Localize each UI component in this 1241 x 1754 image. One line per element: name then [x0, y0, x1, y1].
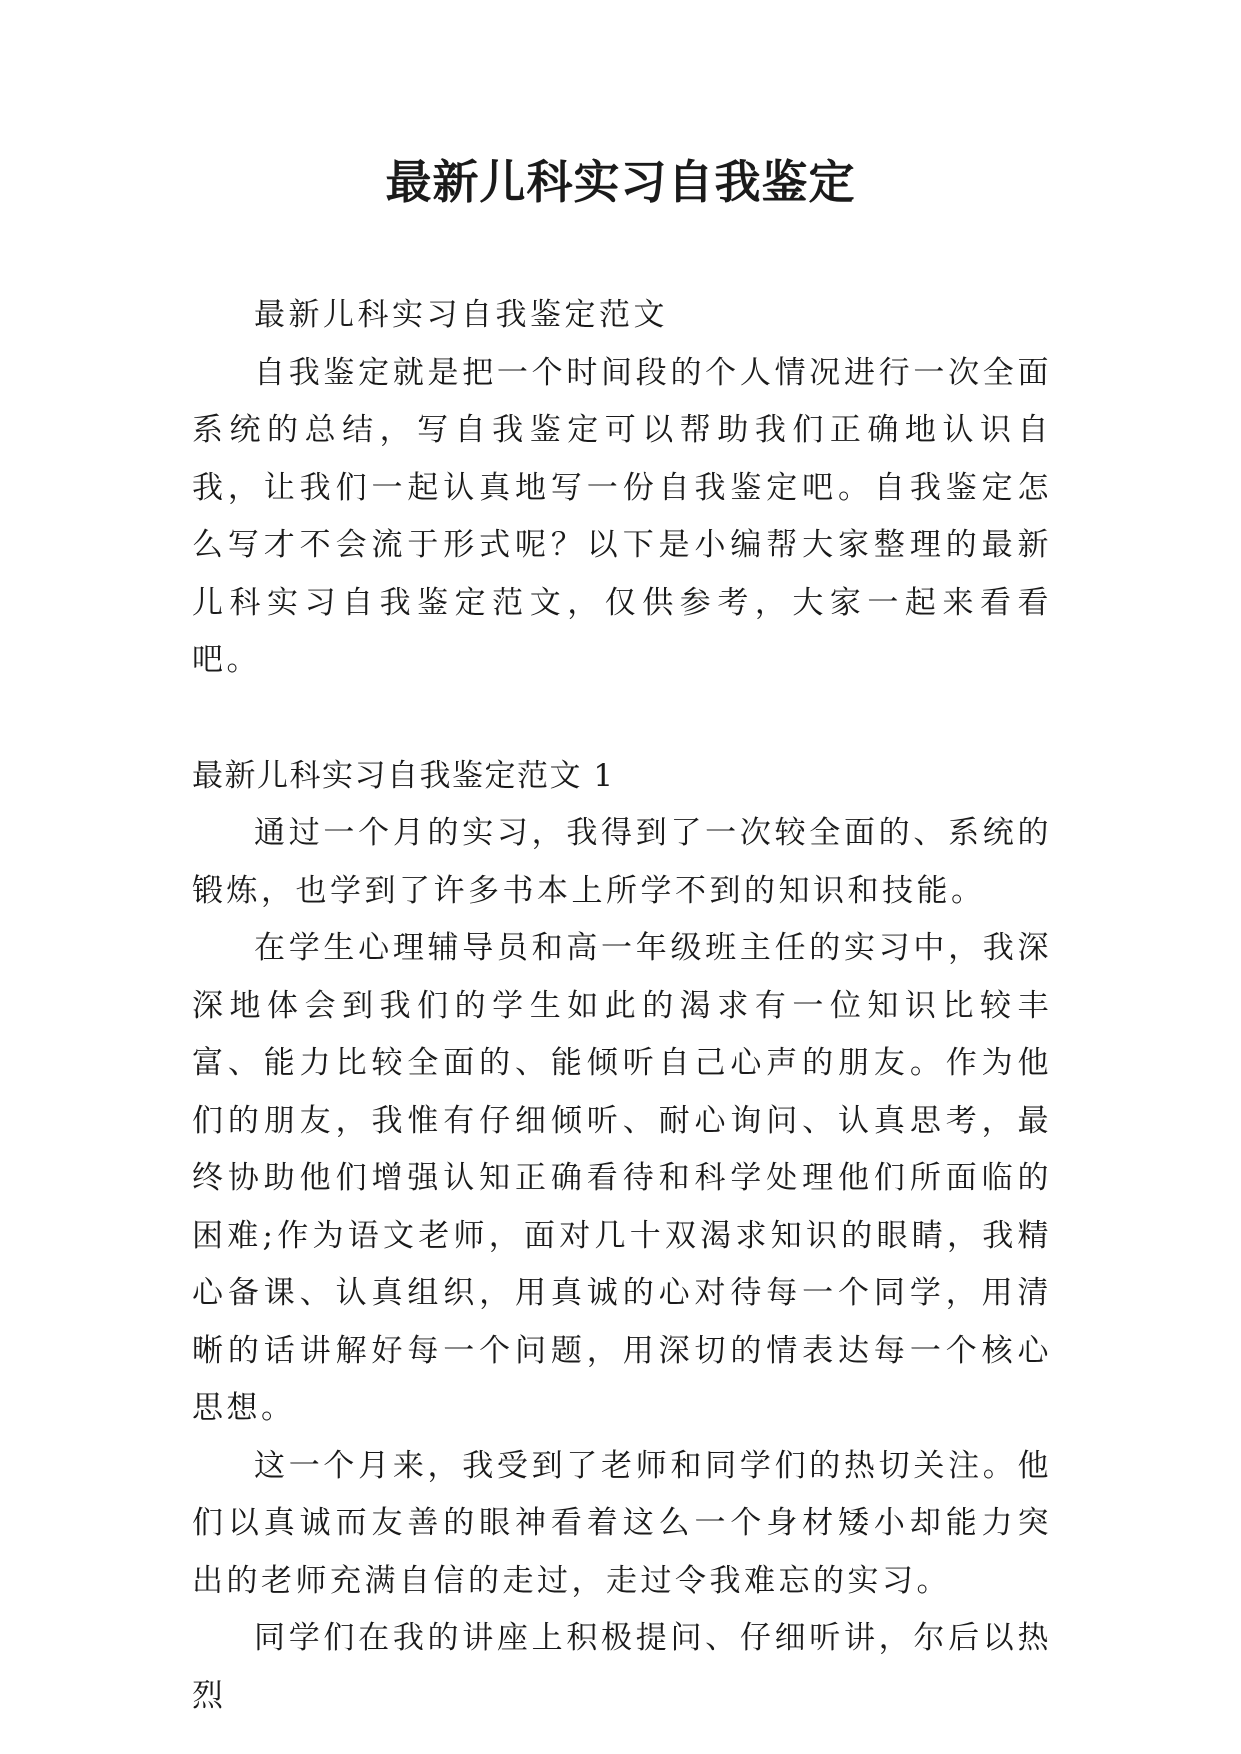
section-1-paragraph: 这一个月来，我受到了老师和同学们的热切关注。他们以真诚而友善的眼神看着这么一个身材矮小却能力突出的老师充满自信的走过，走过令我难忘的实习。: [192, 1447, 1052, 1599]
intro-paragraph: 自我鉴定就是把一个时间段的个人情况进行一次全面系统的总结，写自我鉴定可以帮助我们正确地认识自我，让我们一起认真地写一份自我鉴定吧。自我鉴定怎么写才不会流于形式呢？以下是小编帮大家整理的最新儿科实习自我鉴定范文，仅供参考，大家一起来看看吧。: [192, 354, 1052, 678]
document-title: 最新儿科实习自我鉴定: [385, 155, 856, 209]
intro-heading: 最新儿科实习自我鉴定范文: [254, 297, 668, 333]
section-1-paragraph: 同学们在我的讲座上积极提问、仔细听讲，尔后以热烈: [192, 1620, 1052, 1714]
section-spacer: [192, 690, 1052, 748]
section-1-paragraph: 通过一个月的实习，我得到了一次较全面的、系统的锻炼，也学到了许多书本上所学不到的知识和技能。: [192, 815, 1052, 909]
section-1-paragraph: 在学生心理辅导员和高一年级班主任的实习中，我深深地体会到我们的学生如此的渴求有一位知识比较丰富、能力比较全面的、能倾听自己心声的朋友。作为他们的朋友，我惟有仔细倾听、耐心询问、认真思考，最终协助他们增强认知正确看待和科学处理他们所面临的困难;作为语文老师，面对几十双渴求知识的眼睛，我精心备课、认真组织，用真诚的心对待每一个同学，用清晰的话讲解好每一个问题，用深切的情表达每一个核心思想。: [192, 930, 1052, 1426]
section-1-heading: 最新儿科实习自我鉴定范文 1: [192, 757, 615, 794]
document-body: [192, 287, 1052, 1725]
